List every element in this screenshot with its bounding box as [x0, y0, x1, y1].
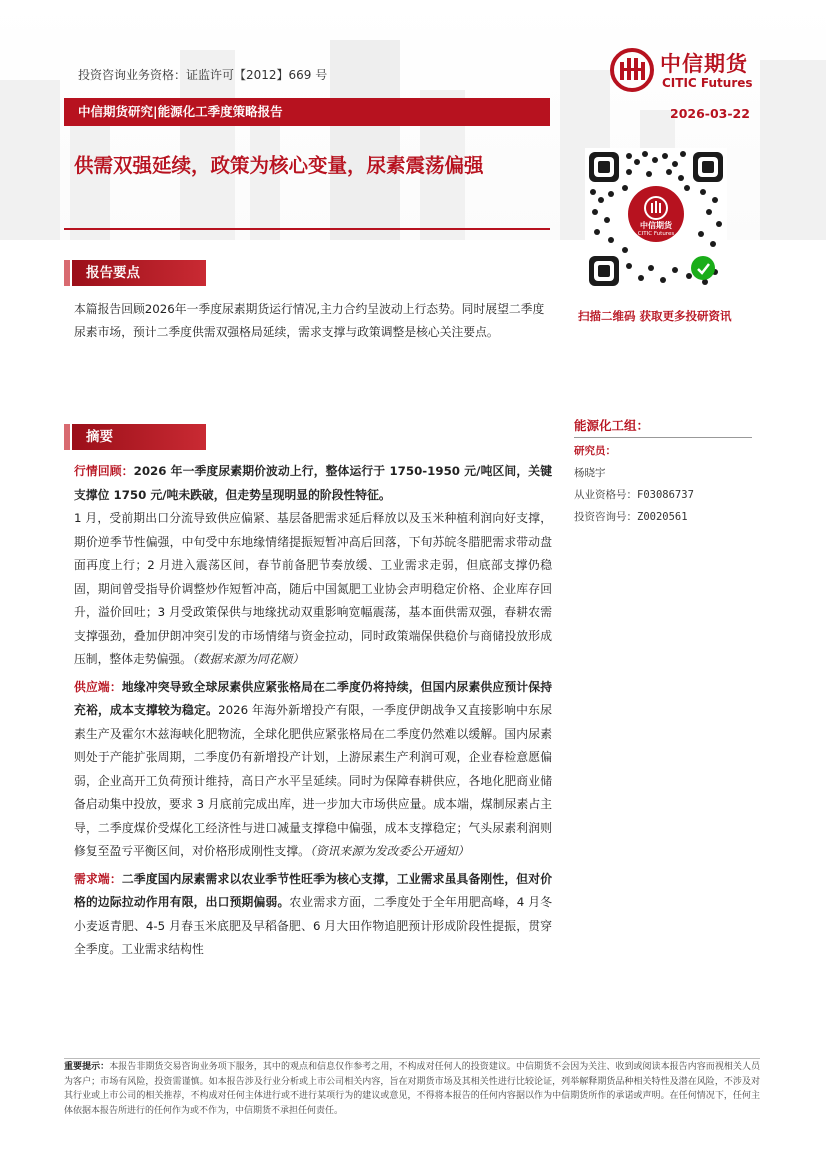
demand-label: 需求端： — [74, 871, 122, 886]
supply-source: （资讯来源为发改委公开通知） — [309, 844, 470, 858]
summary-heading: 报告要点 — [72, 260, 206, 286]
demand-paragraph — [74, 868, 552, 962]
logo-english-name: CITIC Futures — [662, 76, 753, 90]
citic-logo-icon — [610, 48, 654, 92]
qr-code-icon — [585, 148, 727, 290]
cert-label: 从业资格号： — [574, 489, 637, 501]
supply-key-point: 地缘冲突导致全球尿素供应紧张格局在二季度仍将持续，但国内尿素供应预计保持充裕，成本支撑较为稳定。 — [74, 679, 552, 717]
qr-code[interactable] — [585, 148, 727, 290]
license-text: 投资咨询业务资格：证监许可【2012】669 号 — [78, 68, 328, 82]
title-divider — [64, 228, 550, 230]
report-date: 2026-03-22 — [670, 106, 750, 121]
abstract-heading: 摘要 — [72, 424, 206, 450]
disclaimer-label: 重要提示： — [64, 1062, 110, 1072]
tab-accent — [64, 424, 70, 450]
market-review-text: 1 月，受前期出口分流导致供应偏紧、基层备肥需求延后释放以及玉米种植利润向好支撑，期价逆季节性偏强，中旬受中东地缘情绪提振短暂冲高后回落，下旬苏皖冬腊肥需求带动盘面再度上行；2 月进入震荡区间，春节前备肥节奏放缓、工业需求走弱，但底部支撑仍稳固，期间曾受指导价调整炒作短暂冲高，随后中国氮肥工业协会声明稳定价格、企业库存回升，溢价回吐；3 月受政策保供与地缘扰动双重影响宽幅震荡，基本面供需双强，春耕农需支撑强劲，叠加伊朗冲突引发的市场情绪与资金拉动，同时政策端保供稳价与商储投放形成压制，整体走势偏强。 — [74, 511, 552, 666]
disclaimer-divider — [64, 1058, 760, 1059]
supply-paragraph — [74, 676, 552, 864]
market-review-key-point: 2026 年一季度尿素期价波动上行，整体运行于 1750-1950 元/吨区间，关键支撑位 1750 元/吨未跌破，但走势呈现明显的阶段性特征。 — [74, 464, 552, 502]
summary-text: 本篇报告回顾2026年一季度尿素期货运行情况,主力合约呈波动上行态势。同时展望二季度尿素市场，预计二季度供需双强格局延续，需求支撑与政策调整是核心关注要点。 — [74, 302, 545, 339]
disclaimer-text: 本报告非期货交易咨询业务项下服务，其中的观点和信息仅作参考之用，不构成对任何人的投资建议。中信期货不会因为关注、收到或阅读本报告内容而视相关人员为客户；市场有风险，投资需谨慎。如本报告涉及行业分析或上市公司相关内容，旨在对期货市场及其相关性进行比较论证，列举解释期货品种相关特性及潜在风险，不涉及对其行业或上市公司的相关推荐，不构成对任何主体进行或不进行某项行为的建议或意见，不得将本报告的任何内容据以作为中信期货所作的承诺或声明。在任何情况下，任何主体依据本报告所进行的任何作为或不作为，中信期货不承担任何责任。 — [64, 1062, 760, 1116]
logo-chinese-name: 中信期货 — [660, 52, 748, 76]
researcher-name: 杨晓宇 — [574, 467, 606, 479]
researcher-role: 研究员： — [574, 445, 616, 457]
report-category-bar: 中信期货研究|能源化工季度策略报告 — [64, 98, 550, 126]
qr-caption: 扫描二维码 获取更多投研资讯 — [578, 309, 732, 323]
demand-key-point: 二季度国内尿素需求以农业季节性旺季为核心支撑，工业需求虽具备刚性，但对价格的边际拉动作用有限，出口预期偏弱。 — [74, 871, 552, 909]
disclaimer — [64, 1060, 760, 1118]
market-review-paragraph — [74, 460, 552, 672]
consult-label: 投资咨询号： — [574, 511, 637, 523]
demand-text: 农业需求方面，二季度处于全年用肥高峰，4 月冬小麦返青肥、4-5 月春玉米底肥及早稻备肥、6 月大田作物追肥预计形成阶段性提振，贯穿全季度。工业需求结构性 — [74, 895, 552, 956]
team-info — [574, 440, 694, 528]
qr-center-en: CITIC Futures — [637, 231, 675, 237]
qr-center-cn: 中信期货 — [640, 221, 672, 230]
report-title: 供需双强延续，政策为核心变量，尿素震荡偏强 — [74, 154, 484, 177]
supply-text: 2026 年海外新增投产有限，一季度伊朗战争又直接影响中东尿素生产及霍尔木兹海峡化肥物流，全球化肥供应紧张格局在二季度仍然难以缓解。国内尿素则处于产能扩张周期，二季度仍有新增投产计划，上游尿素生产利润可观，企业春检意愿偏弱，企业高开工负荷预计维持，高日产水平呈延续。同时为保障春耕供应，各地化肥商业储备启动集中投放，要求 3 月底前完成出库，进一步加大市场供应量。成本端，煤制尿素占主导，二季度煤价受煤化工经济性与进口减量支撑稳中偏强，成本支撑稳定；气头尿素利润则修复至盈亏平衡区间，对价格形成刚性支撑。 — [74, 703, 552, 858]
team-divider — [574, 437, 752, 438]
team-title: 能源化工组： — [574, 418, 650, 433]
tab-accent — [64, 260, 70, 286]
citic-futures-logo — [610, 46, 770, 96]
supply-label: 供应端： — [74, 679, 122, 694]
consult-number: Z0020561 — [637, 511, 688, 523]
consult-row — [574, 506, 694, 528]
cert-number: F03086737 — [637, 489, 694, 501]
market-review-label: 行情回顾： — [74, 464, 134, 478]
abstract-body — [74, 460, 552, 966]
certification-row — [574, 484, 694, 506]
market-review-source: （数据来源为同花顺） — [191, 652, 305, 666]
